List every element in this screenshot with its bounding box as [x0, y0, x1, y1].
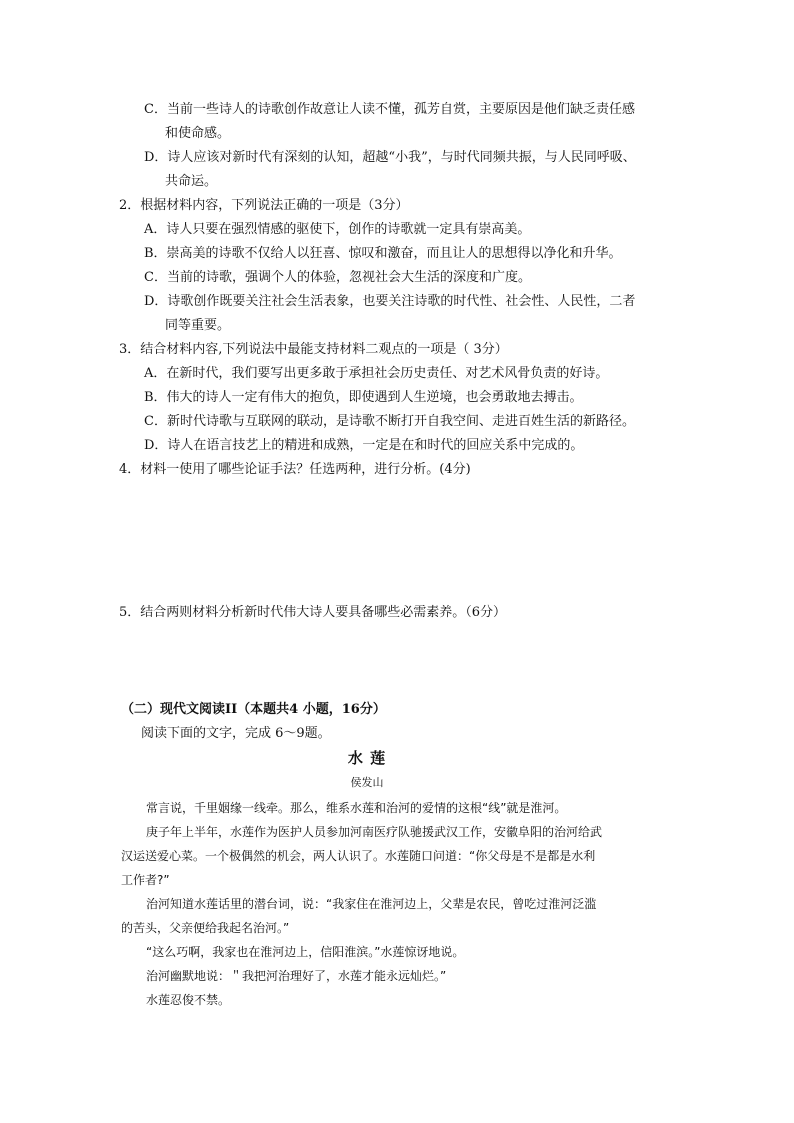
q1-option-c: C．当前一些诗人的诗歌创作故意让人读不懂，孤芳自赏，主要原因是他们缺乏责任感	[144, 102, 635, 117]
question-4: 4．材料一使用了哪些论证手法？任选两种，进行分析。(4分)	[119, 462, 471, 477]
story-author: 侯发山	[350, 776, 384, 789]
q3-option-b: B．伟大的诗人一定有伟大的抱负，即使遇到人生逆境，也会勇敢地去搏击。	[144, 390, 583, 405]
q2-option-b: B．崇高美的诗歌不仅给人以狂喜、惊叹和激奋，而且让人的思想得以净化和升华。	[144, 246, 622, 261]
q2-option-d: D．诗歌创作既要关注社会生活表象，也要关注诗歌的时代性、社会性、人民性，二者	[144, 294, 636, 309]
q1-option-d-cont: 共命运。	[165, 174, 218, 189]
story-paragraph-2-cont: 工作者?”	[121, 873, 170, 887]
q1-option-d: D．诗人应该对新时代有深刻的认知，超越“小我”，与时代同频共振，与人民同呼吸、	[144, 150, 636, 165]
story-paragraph-1: 常言说，千里姻缘一线牵。那么，维系水莲和治河的爱情的这根“线”就是淮河。	[146, 801, 567, 815]
q2-option-c: C．当前的诗歌，强调个人的体验，忽视社会大生活的深度和广度。	[144, 270, 531, 285]
question-3: 3．结合材料内容,下列说法中最能支持材料二观点的一项是（ 3分）	[119, 342, 508, 357]
story-paragraph-3: 治河知道水莲话里的潜台词，说：“我家住在淮河边上，父辈是农民，曾吃过淮河泛滥	[146, 897, 597, 911]
story-title: 水 莲	[347, 749, 387, 767]
story-paragraph-2-cont: 汉运送爱心菜。一个极偶然的机会，两人认识了。水莲随口问道：“你父母是不是都是水利	[121, 849, 596, 863]
story-paragraph-4: “这么巧啊，我家也在淮河边上，信阳淮滨。”水莲惊讶地说。	[146, 945, 465, 959]
q3-option-d: D．诗人在语言技艺上的精进和成熟，一定是在和时代的回应关系中完成的。	[144, 438, 584, 453]
q2-option-d-cont: 同等重要。	[165, 318, 231, 333]
q3-option-c: C．新时代诗歌与互联网的联动，是诗歌不断打开自我空间、走进百姓生活的新路径。	[144, 414, 635, 429]
q2-option-a: A．诗人只要在强烈情感的驱使下，创作的诗歌就一定具有崇高美。	[144, 222, 531, 237]
section-instruction: 阅读下面的文字，完成 6～9题。	[141, 726, 331, 741]
story-paragraph-6: 水莲忍俊不禁。	[146, 993, 231, 1007]
q3-option-a: A．在新时代，我们要写出更多敢于承担社会历史责任、对艺术风骨负责的好诗。	[144, 366, 609, 381]
story-paragraph-3-cont: 的苦头，父亲便给我起名治河。”	[121, 921, 290, 935]
q1-option-c-cont: 和使命感。	[165, 126, 231, 141]
question-2: 2．根据材料内容，下列说法正确的一项是（3分）	[119, 198, 409, 213]
story-paragraph-2: 庚子年上半年，水莲作为医护人员参加河南医疗队驰援武汉工作，安徽阜阳的治河给武	[146, 825, 603, 839]
question-5: 5．结合两则材料分析新时代伟大诗人要具备哪些必需素养。（6分）	[119, 605, 507, 620]
story-paragraph-5: 治河幽默地说：＂我把河治理好了，水莲才能永远灿烂。”	[146, 969, 447, 983]
section-heading: （二）现代文阅读II（本题共4 小题，16分）	[121, 702, 386, 717]
